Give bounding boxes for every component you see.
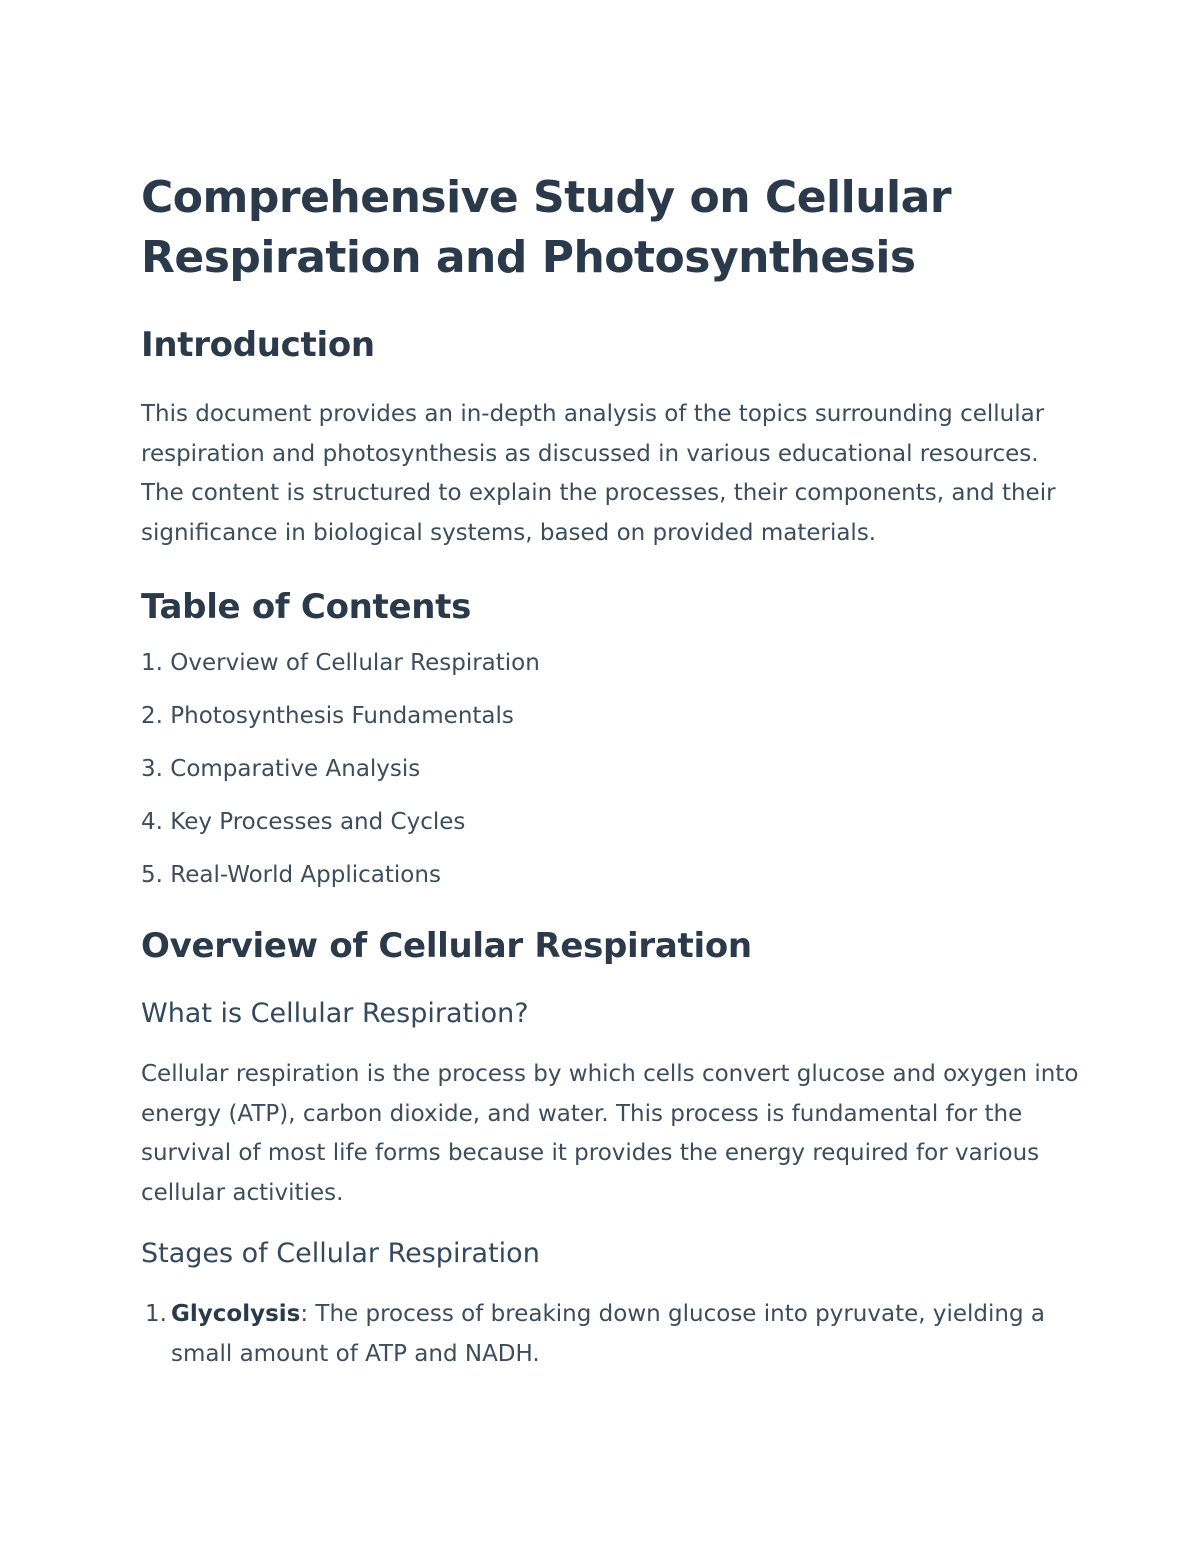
introduction-section — [141, 324, 1081, 553]
table-of-contents-section — [141, 586, 1081, 888]
toc-item: 5. Real-World Applications — [141, 862, 441, 888]
toc-item: 2. Photosynthesis Fundamentals — [141, 703, 514, 729]
toc-item: 1. Overview of Cellular Respiration — [141, 650, 540, 676]
toc-heading: Table of Contents — [141, 587, 472, 627]
introduction-heading: Introduction — [141, 325, 375, 365]
stages-list — [141, 1294, 1081, 1374]
overview-heading: Overview of Cellular Respiration — [141, 926, 752, 966]
introduction-paragraph: This document provides an in-depth analysis of the topics surrounding cellular respiration and photosynthesis as discussed in various educational resources. The content is structured to explain the processes, their components, and their significance in biological systems, based on provided materials. — [141, 401, 1056, 546]
overview-section — [141, 925, 1081, 1374]
toc-item: 4. Key Processes and Cycles — [141, 809, 466, 835]
what-is-respiration-heading: What is Cellular Respiration? — [141, 998, 529, 1029]
stages-heading: Stages of Cellular Respiration — [141, 1238, 540, 1269]
toc-list — [141, 650, 1081, 888]
document-title: Comprehensive Study on Cellular Respiration and Photosynthesis — [141, 172, 952, 283]
stage-number: 1. — [145, 1301, 167, 1327]
stage-term: Glycolysis — [171, 1301, 301, 1327]
what-is-respiration-paragraph: Cellular respiration is the process by which cells convert glucose and oxygen into energy (ATP), carbon dioxide, and water. This process is fundamental for the survival of most life forms because it provides the energy required for various cellular activities. — [141, 1061, 1079, 1206]
stage-item-glycolysis — [141, 1294, 1081, 1374]
document-page — [141, 168, 1081, 1374]
toc-item: 3. Comparative Analysis — [141, 756, 421, 782]
stage-description: : The process of breaking down glucose into pyruvate, yielding a small amount of ATP and NADH. — [171, 1301, 1045, 1367]
